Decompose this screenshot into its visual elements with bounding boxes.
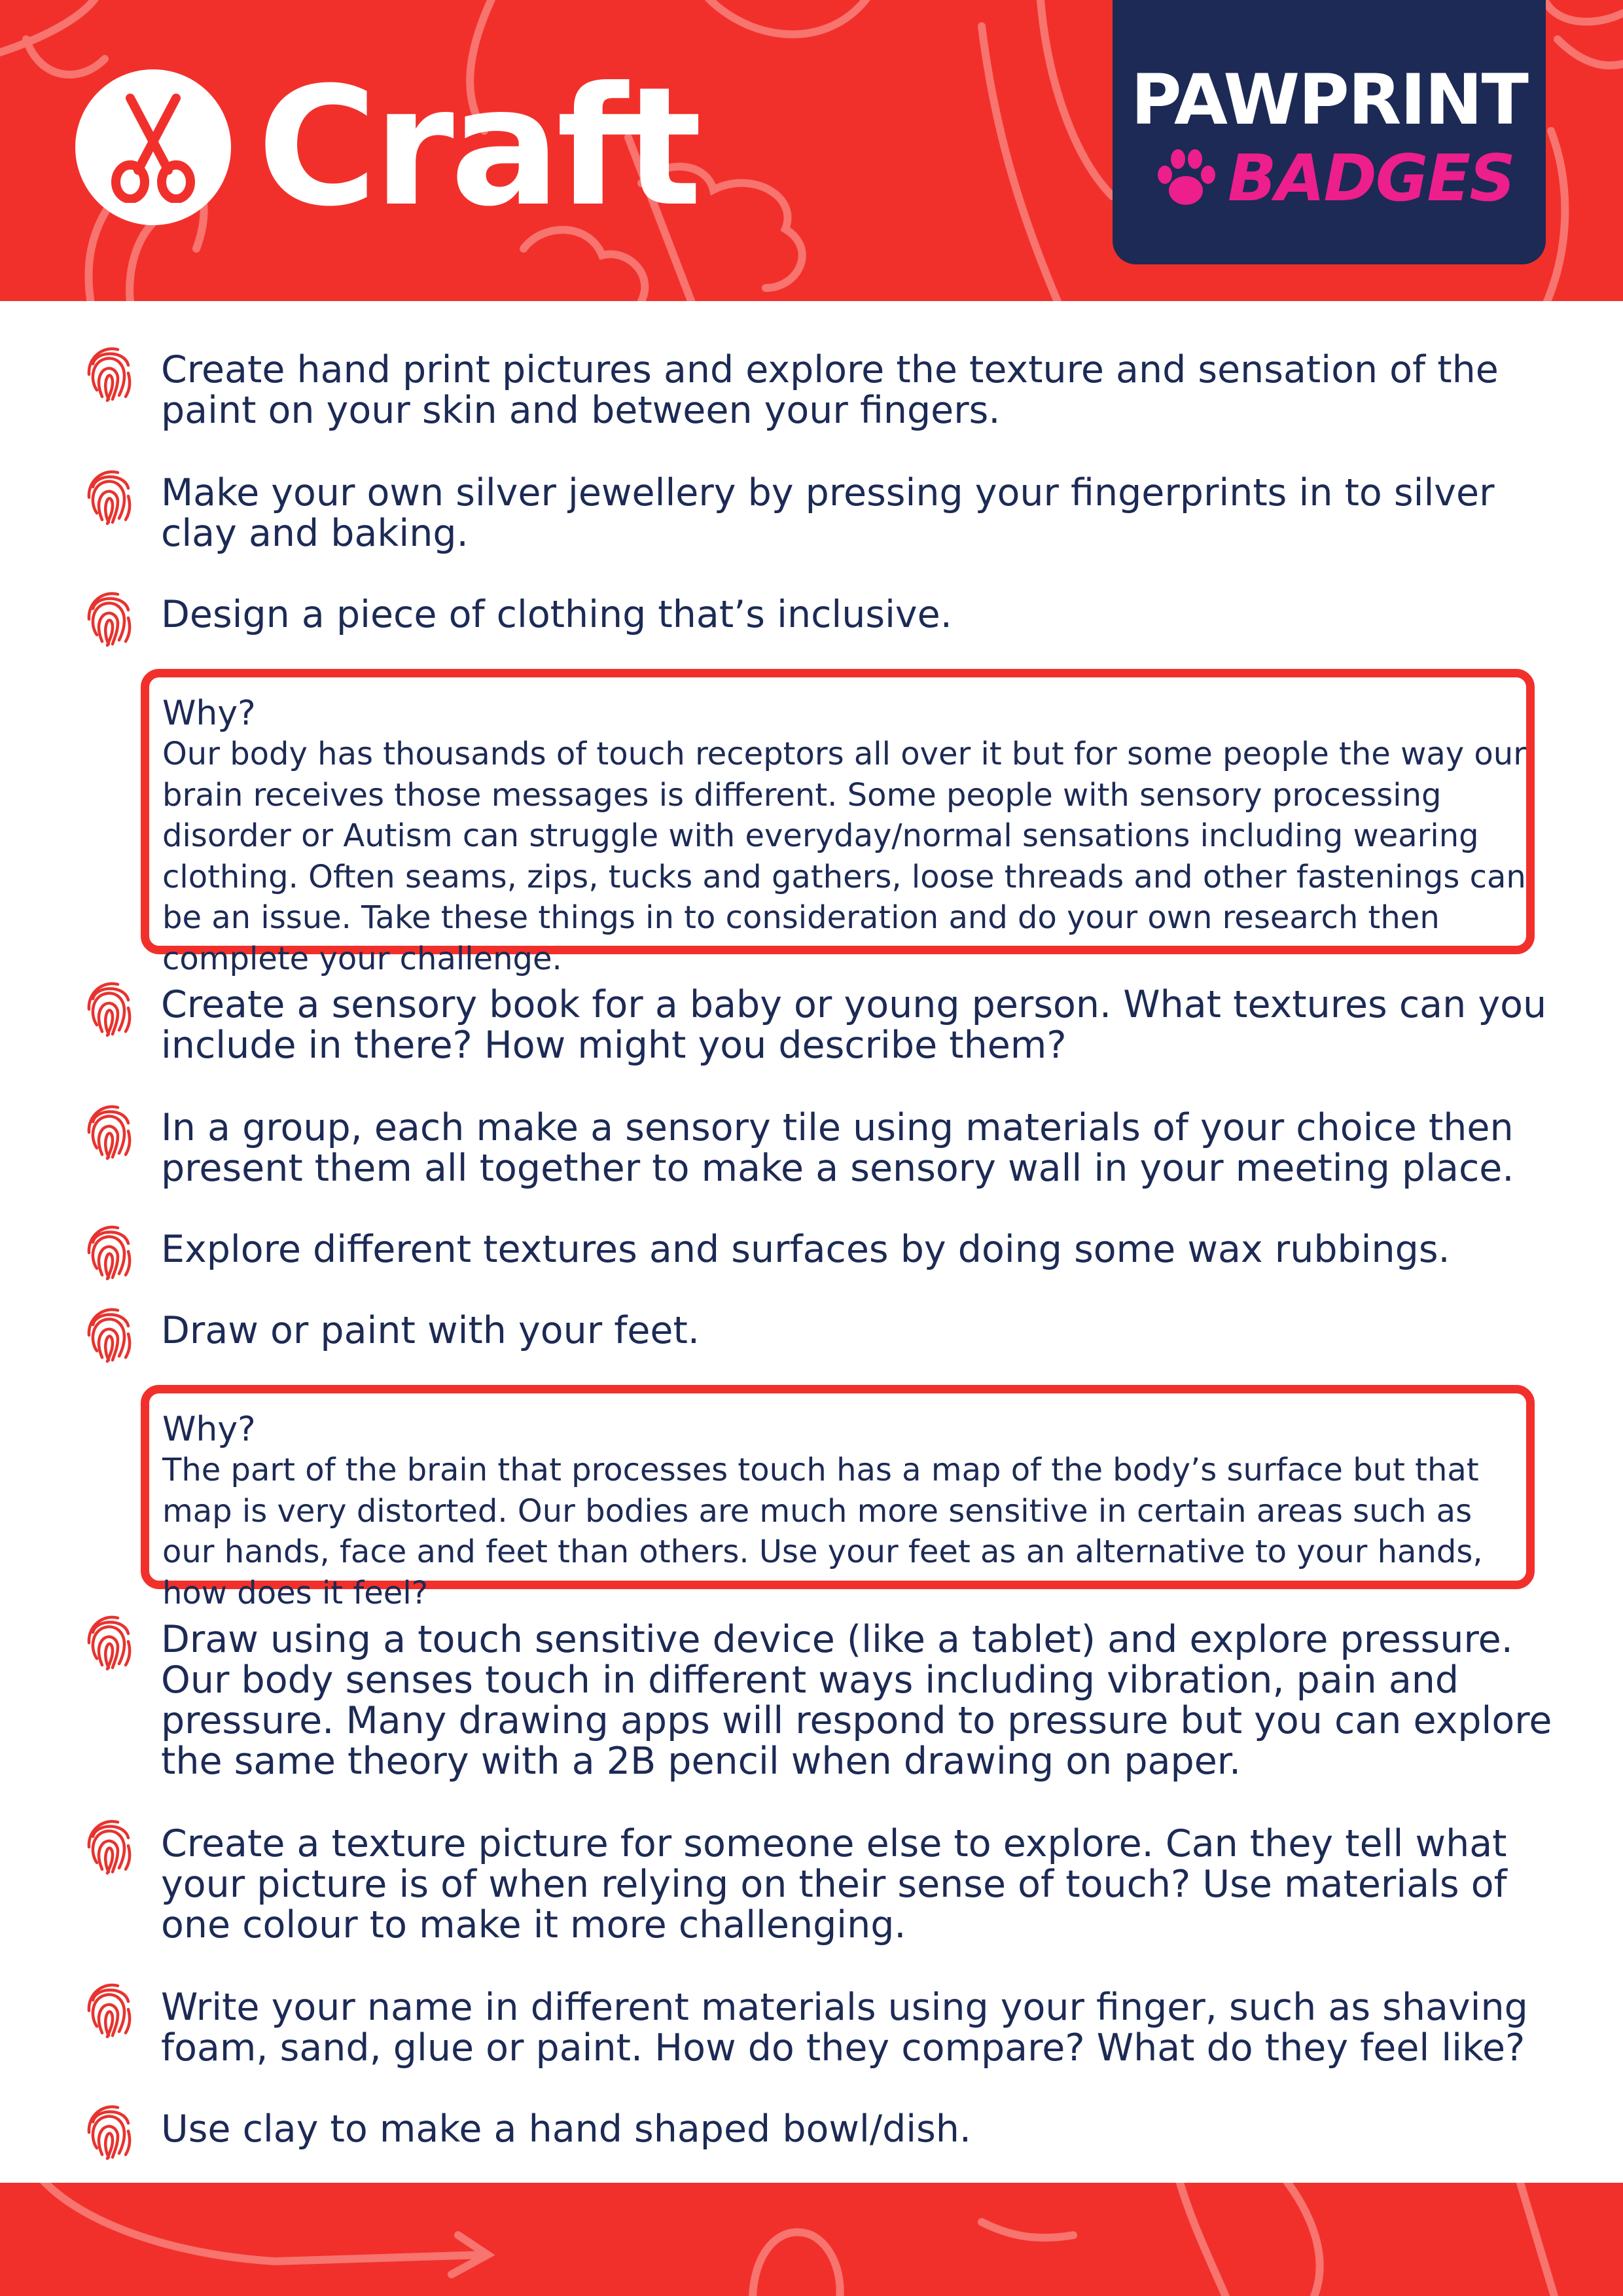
decorative-doodles	[0, 2183, 1623, 2296]
fingerprint-icon	[84, 467, 136, 525]
paw-icon	[1153, 147, 1219, 210]
why-heading: Why?	[162, 1410, 256, 1449]
list-item: Create hand print pictures and explore the texture and sensation of the paint on your skin and between your fingers.	[161, 348, 1499, 432]
list-item: Make your own silver jewellery by pressing your fingerprints in to silver clay and baking.	[161, 471, 1495, 555]
fingerprint-icon	[84, 1223, 136, 1280]
fingerprint-icon	[84, 979, 136, 1037]
page-title: Craft	[257, 52, 698, 242]
why-box	[141, 1385, 1535, 1611]
brand-subline	[1153, 143, 1520, 215]
why-body: Our body has thousands of touch receptors all over it but for some people the way our brain receives those messages is different. Some people with sensory processing disorder or Autism can struggle with everyday/normal sensations including wearing clothing. Often seams, zips, tucks and gathers, loose threads and other fastenings can be an issue. Take these things in to consideration and do your own research then complete your challenge.	[162, 736, 1526, 977]
fingerprint-icon	[84, 1613, 136, 1670]
title-group	[75, 52, 698, 242]
list-item: Write your name in different materials using your finger, such as shaving foam, sand, glue or paint. How do they compare? What do they feel like?	[161, 1986, 1528, 2070]
brand-name: PAWPRINT	[1131, 60, 1527, 140]
list-item: Draw or paint with your feet.	[161, 1309, 700, 1352]
fingerprint-icon	[84, 344, 136, 402]
footer-banner	[0, 2183, 1623, 2296]
fingerprint-icon	[84, 589, 136, 647]
fingerprint-icon	[84, 1305, 136, 1363]
list-item: Use clay to make a hand shaped bowl/dish.	[161, 2108, 972, 2151]
why-box	[141, 669, 1535, 977]
list-item: Create a sensory book for a baby or young person. What textures can you include in there? How might you describe them?	[161, 983, 1547, 1067]
brand-logo	[1113, 0, 1546, 264]
header-banner	[0, 0, 1623, 301]
list-item: In a group, each make a sensory tile using materials of your choice then present them all together to make a sensory wall in your meeting place.	[161, 1106, 1514, 1190]
list-item: Draw using a touch sensitive device (like a tablet) and explore pressure. Our body senses touch in different ways including vibration, pain and pressure. Many drawing apps will respond to pressure but you can explore the same theory with a 2B pencil when drawing on paper.	[161, 1618, 1552, 1783]
why-body: The part of the brain that processes touch has a map of the body’s surface but that map is very distorted. Our bodies are much more sensitive in certain areas such as our hands, face and feet than others. Use your feet as an alternative to your hands, how does it feel?	[162, 1452, 1483, 1611]
fingerprint-icon	[84, 2102, 136, 2160]
brand-badges-text: BADGES	[1228, 141, 1514, 216]
list-item: Design a piece of clothing that’s inclusive.	[161, 593, 952, 636]
fingerprint-icon	[84, 1102, 136, 1160]
list-item: Explore different textures and surfaces by doing some wax rubbings.	[161, 1228, 1450, 1271]
fingerprint-icon	[84, 1817, 136, 1874]
scissors-icon	[75, 69, 231, 225]
why-heading: Why?	[162, 694, 256, 733]
list-item: Create a texture picture for someone else to explore. Can they tell what your picture is of when relying on their sense of touch? Use materials of one colour to make it more challenging.	[161, 1822, 1507, 1946]
fingerprint-icon	[84, 1981, 136, 2038]
